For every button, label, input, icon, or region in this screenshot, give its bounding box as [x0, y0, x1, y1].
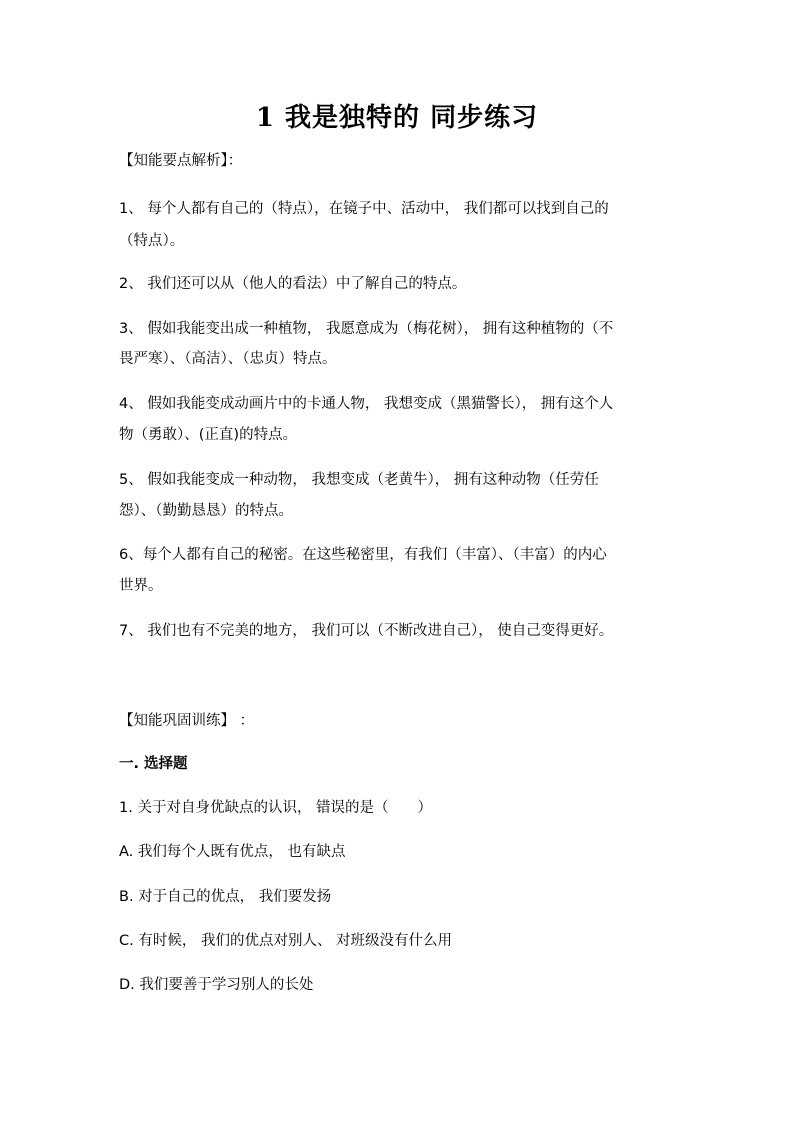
- question-1-stem: 1. 关于对自身优缺点的认识， 错误的是（ ）: [119, 800, 433, 816]
- point-3-line-2: 畏严寒）、（高洁）、（忠贞）特点。: [119, 351, 337, 367]
- point-1-line-1: 1、 每个人都有自己的（特点），在镜子中、活动中， 我们都可以找到自己的: [119, 201, 609, 217]
- question-1-option-a: A. 我们每个人既有优点， 也有缺点: [119, 844, 346, 860]
- point-6-line-1: 6、每个人都有自己的秘密。在这些秘密里，有我们（丰富）、（丰富）的内心: [119, 547, 607, 563]
- point-5-line-1: 5、 假如我能变成一种动物， 我想变成（老黄牛）， 拥有这种动物（任劳任: [119, 472, 599, 488]
- point-4-line-1: 4、 假如我能变成动画片中的卡通人物， 我想变成（黑猫警长）， 拥有这个人: [119, 396, 614, 412]
- question-1-option-c: C. 有时候， 我们的优点对别人、 对班级没有什么用: [119, 933, 453, 949]
- point-6-line-2: 世界。: [119, 578, 163, 594]
- point-5-line-2: 怨）、（勤勤恳恳）的特点。: [119, 503, 293, 519]
- point-3-line-1: 3、 假如我能变出成一种植物， 我愿意成为（梅花树）， 拥有这种植物的（不: [119, 321, 614, 337]
- point-7-line-1: 7、 我们也有不完美的地方， 我们可以（不断改进自己）， 使自己变得更好。: [119, 623, 614, 639]
- subsection-heading-choice: 一. 选择题: [119, 756, 188, 772]
- question-1-option-b: B. 对于自己的优点， 我们要发扬: [119, 889, 332, 905]
- section-heading-practice: 【知能巩固训练】 ：: [119, 713, 255, 729]
- point-2-line-1: 2、 我们还可以从（他人的看法）中了解自己的特点。: [119, 276, 467, 292]
- question-1-option-d: D. 我们要善于学习别人的长处: [119, 977, 314, 993]
- section-heading-key-points: 【知能要点解析】：: [119, 153, 243, 169]
- page-title: 1 我是独特的 同步练习: [255, 103, 539, 133]
- point-1-line-2: （特点）。: [119, 233, 185, 249]
- point-4-line-2: 物（勇敢）、(正直)的特点。: [119, 427, 298, 443]
